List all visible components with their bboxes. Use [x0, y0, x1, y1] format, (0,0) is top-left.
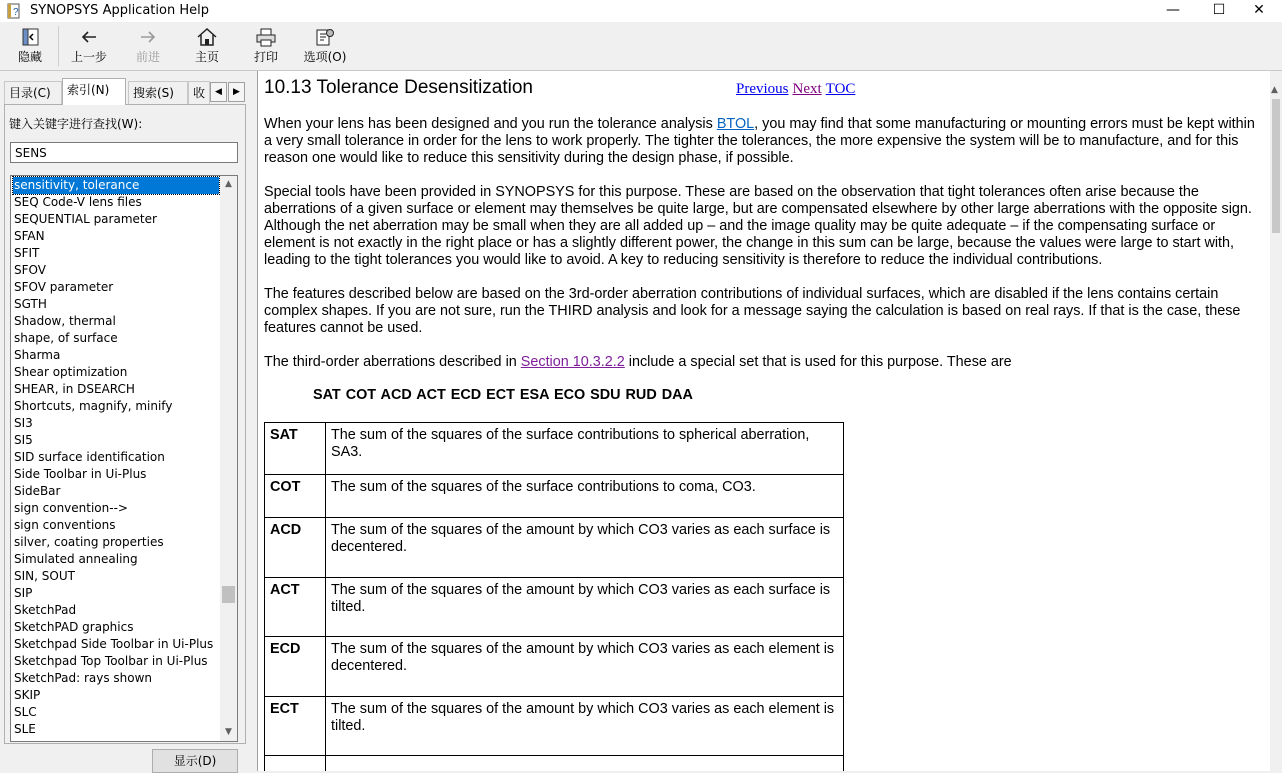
- index-list-item[interactable]: SFAN: [14, 229, 45, 243]
- keyword-input[interactable]: SENS: [10, 142, 238, 163]
- scroll-up-icon[interactable]: ▲: [1271, 85, 1278, 95]
- index-list-item[interactable]: Sharma: [14, 348, 61, 362]
- index-list-item[interactable]: SEQ Code-V lens files: [14, 195, 142, 209]
- back-button-label: 上一步: [70, 50, 107, 64]
- next-link[interactable]: Next: [792, 81, 822, 97]
- aberration-table: [264, 422, 844, 771]
- close-button[interactable]: [1236, 0, 1282, 22]
- table-cell-key: ACD: [265, 518, 326, 578]
- toolbar-separator: [58, 26, 59, 66]
- index-list-item[interactable]: SFOV: [14, 263, 46, 277]
- toc-link[interactable]: TOC: [825, 81, 856, 97]
- table-row: [265, 756, 844, 772]
- table-cell-key: ECT: [265, 697, 326, 756]
- table-row: [265, 423, 844, 475]
- paragraph-intro: [264, 116, 1264, 167]
- index-list-item[interactable]: shape, of surface: [14, 331, 118, 345]
- table-cell-description: The sum of the squares of the surface contributions to spherical aberration, SA3.: [326, 423, 844, 475]
- content-scrollbar[interactable]: [1270, 71, 1282, 771]
- hide-button-label: 隐藏: [17, 50, 42, 64]
- options-button-label: 选项(O): [303, 50, 347, 64]
- paragraph-intro-text-1: When your lens has been designed and you run the tolerance analysis: [264, 116, 717, 132]
- print-icon: [255, 27, 277, 47]
- table-cell-key: [265, 756, 326, 772]
- index-list-item[interactable]: SketchPad: rays shown: [14, 671, 153, 685]
- options-button[interactable]: [297, 26, 353, 68]
- table-cell-key: COT: [265, 475, 326, 518]
- index-list-item[interactable]: SideBar: [14, 484, 61, 498]
- index-list-item[interactable]: SFIT: [14, 246, 40, 260]
- table-row: [265, 578, 844, 637]
- paragraph-intro-text-2: , you may find that some manufacturing or mounting errors must be kept within a very small tolerance in order for the lens to work properly. The tighter the tolerances, the more expensive the system will be to manufacture, and for this reason one would like to reduce this sensitivity during the design phase, if possible.: [264, 116, 1255, 166]
- index-list-item[interactable]: SGTH: [14, 297, 47, 311]
- table-cell-description: The sum of the squares of the amount by which CO3 varies as each element is decentered.: [326, 637, 844, 697]
- maximize-icon: ☐: [1212, 2, 1226, 18]
- index-list-item[interactable]: Shear optimization: [14, 365, 128, 379]
- paragraph-third-order-text-2: include a special set that is used for this purpose. These are: [624, 354, 1012, 370]
- tab-index[interactable]: 索引(N): [62, 78, 126, 105]
- index-list-item[interactable]: Simulated annealing: [14, 552, 138, 566]
- tab-search[interactable]: 搜索(S): [128, 81, 188, 104]
- previous-link[interactable]: Previous: [736, 81, 789, 97]
- table-row: [265, 518, 844, 578]
- index-list-item[interactable]: SLE: [14, 722, 36, 736]
- index-list-item[interactable]: SEQUENTIAL parameter: [14, 212, 157, 226]
- index-list-item[interactable]: sign conventions: [14, 518, 116, 532]
- forward-arrow-icon: [138, 28, 158, 46]
- hide-pane-icon: [19, 27, 41, 47]
- home-button[interactable]: [179, 26, 235, 68]
- back-button[interactable]: [61, 26, 117, 68]
- index-list-item[interactable]: SI5: [14, 433, 33, 447]
- index-list-item[interactable]: SHEAR, in DSEARCH: [14, 382, 135, 396]
- index-list-item[interactable]: sensitivity, tolerance: [13, 177, 219, 194]
- index-list-item[interactable]: Shortcuts, magnify, minify: [14, 399, 173, 413]
- forward-button[interactable]: [120, 26, 176, 68]
- paragraph-special-tools: Special tools have been provided in SYNOPSYS for this purpose. These are based on the observation that tight tolerances often arise because the aberrations of a given surface or element may themselves be quite large, but are compensated elsewhere by other large aberrations with the opposite sign. Although the net aberration may be small when they are all added up – and the image quality may be quite adequate – if the compensating surface or element is not exactly in the right place or has a slightly different power, the change in this sum can be large, because the values were large to start with, leading to the tight tolerances you would like to avoid. A key to reducing sensitivity is therefore to reduce the individual contributions.: [264, 184, 1252, 268]
- table-cell-description: The sum of the squares of the amount by which CO3 varies as each element is tilted.: [326, 697, 844, 756]
- table-row: [265, 697, 844, 756]
- index-list-item[interactable]: SI3: [14, 416, 33, 430]
- help-app-icon: [6, 3, 22, 19]
- hide-button[interactable]: [2, 26, 58, 68]
- index-list-item[interactable]: SKIP: [14, 688, 41, 702]
- btol-link[interactable]: BTOL: [716, 116, 755, 132]
- print-button[interactable]: [238, 26, 294, 68]
- table-cell-description: [326, 756, 844, 772]
- tab-favorites[interactable]: 收: [188, 81, 210, 104]
- table-cell-key: SAT: [265, 423, 326, 475]
- content-scrollbar-thumb[interactable]: [1272, 99, 1280, 233]
- home-icon: [196, 27, 218, 47]
- scroll-up-icon[interactable]: ▲: [225, 179, 232, 189]
- tab-contents[interactable]: 目录(C): [4, 81, 62, 104]
- index-list-item[interactable]: silver, coating properties: [14, 535, 164, 549]
- topic-content: [257, 71, 1271, 771]
- aberration-list: SAT COT ACD ACT ECD ECT ESA ECO SDU RUD DAA: [313, 387, 693, 403]
- index-list-item[interactable]: SIP: [14, 586, 33, 600]
- chevron-left-icon: ◀: [215, 87, 222, 97]
- table-cell-key: ACT: [265, 578, 326, 637]
- paragraph-third-order: [264, 354, 1264, 371]
- table-row: [265, 637, 844, 697]
- index-list-scrollbar[interactable]: [220, 176, 237, 741]
- paragraph-third-order-text-1: The third-order aberrations described in: [264, 354, 521, 370]
- minimize-button[interactable]: [1150, 0, 1196, 22]
- home-button-label: 主页: [194, 50, 219, 64]
- index-list-item[interactable]: Sketchpad Top Toolbar in Ui-Plus: [14, 654, 208, 668]
- scrollbar-thumb[interactable]: [222, 586, 235, 603]
- chevron-right-icon: ▶: [233, 87, 240, 97]
- keyword-label: 键入关键字进行查找(W):: [9, 117, 143, 131]
- section-link[interactable]: Section 10.3.2.2: [520, 354, 625, 370]
- table-cell-description: The sum of the squares of the surface contributions to coma, CO3.: [326, 475, 844, 518]
- table-cell-key: ECD: [265, 637, 326, 697]
- tab-scroll-right-button[interactable]: [228, 82, 245, 102]
- table-cell-description: The sum of the squares of the amount by which CO3 varies as each surface is decentered.: [326, 518, 844, 578]
- table-cell-description: The sum of the squares of the amount by which CO3 varies as each surface is tilted.: [326, 578, 844, 637]
- close-icon: ✕: [1253, 2, 1265, 18]
- index-list[interactable]: [10, 175, 238, 742]
- index-list-item[interactable]: SIN, SOUT: [14, 569, 75, 583]
- topic-nav-links: [736, 81, 859, 98]
- paragraph-features: The features described below are based on the 3rd-order aberration contributions of individual surfaces, which are disabled if the lens contains certain complex shapes. If you are not sure, run the THIRD analysis and look for a message saying the calculation is based on real rays. If that is the case, these features cannot be used.: [264, 286, 1241, 336]
- tab-scroll-left-button[interactable]: [210, 82, 227, 102]
- options-icon: [314, 27, 336, 47]
- index-list-item[interactable]: SFOV parameter: [14, 280, 114, 294]
- index-list-item[interactable]: SLC: [14, 705, 37, 719]
- index-list-item[interactable]: SID surface identification: [14, 450, 165, 464]
- toolbar: [0, 22, 1282, 71]
- forward-button-label: 前进: [135, 50, 160, 64]
- back-arrow-icon: [79, 28, 99, 46]
- index-list-item[interactable]: Sketchpad Side Toolbar in Ui-Plus: [14, 637, 214, 651]
- page-title: 10.13 Tolerance Desensitization: [264, 77, 533, 98]
- table-row: [265, 475, 844, 518]
- title-bar: [0, 0, 1282, 22]
- index-list-item[interactable]: sign convention-->: [14, 501, 128, 515]
- minimize-icon: —: [1166, 2, 1180, 18]
- svg-text:?: ?: [13, 7, 19, 18]
- scroll-down-icon[interactable]: ▼: [225, 727, 232, 737]
- index-list-item[interactable]: SketchPad: [14, 603, 77, 617]
- index-list-item[interactable]: SketchPAD graphics: [14, 620, 134, 634]
- display-button[interactable]: 显示(D): [152, 749, 238, 773]
- navigation-pane: [0, 71, 254, 771]
- index-list-item[interactable]: Side Toolbar in Ui-Plus: [14, 467, 147, 481]
- index-list-item[interactable]: Shadow, thermal: [14, 314, 116, 328]
- window-title: SYNOPSYS Application Help: [30, 3, 209, 18]
- print-button-label: 打印: [253, 50, 278, 64]
